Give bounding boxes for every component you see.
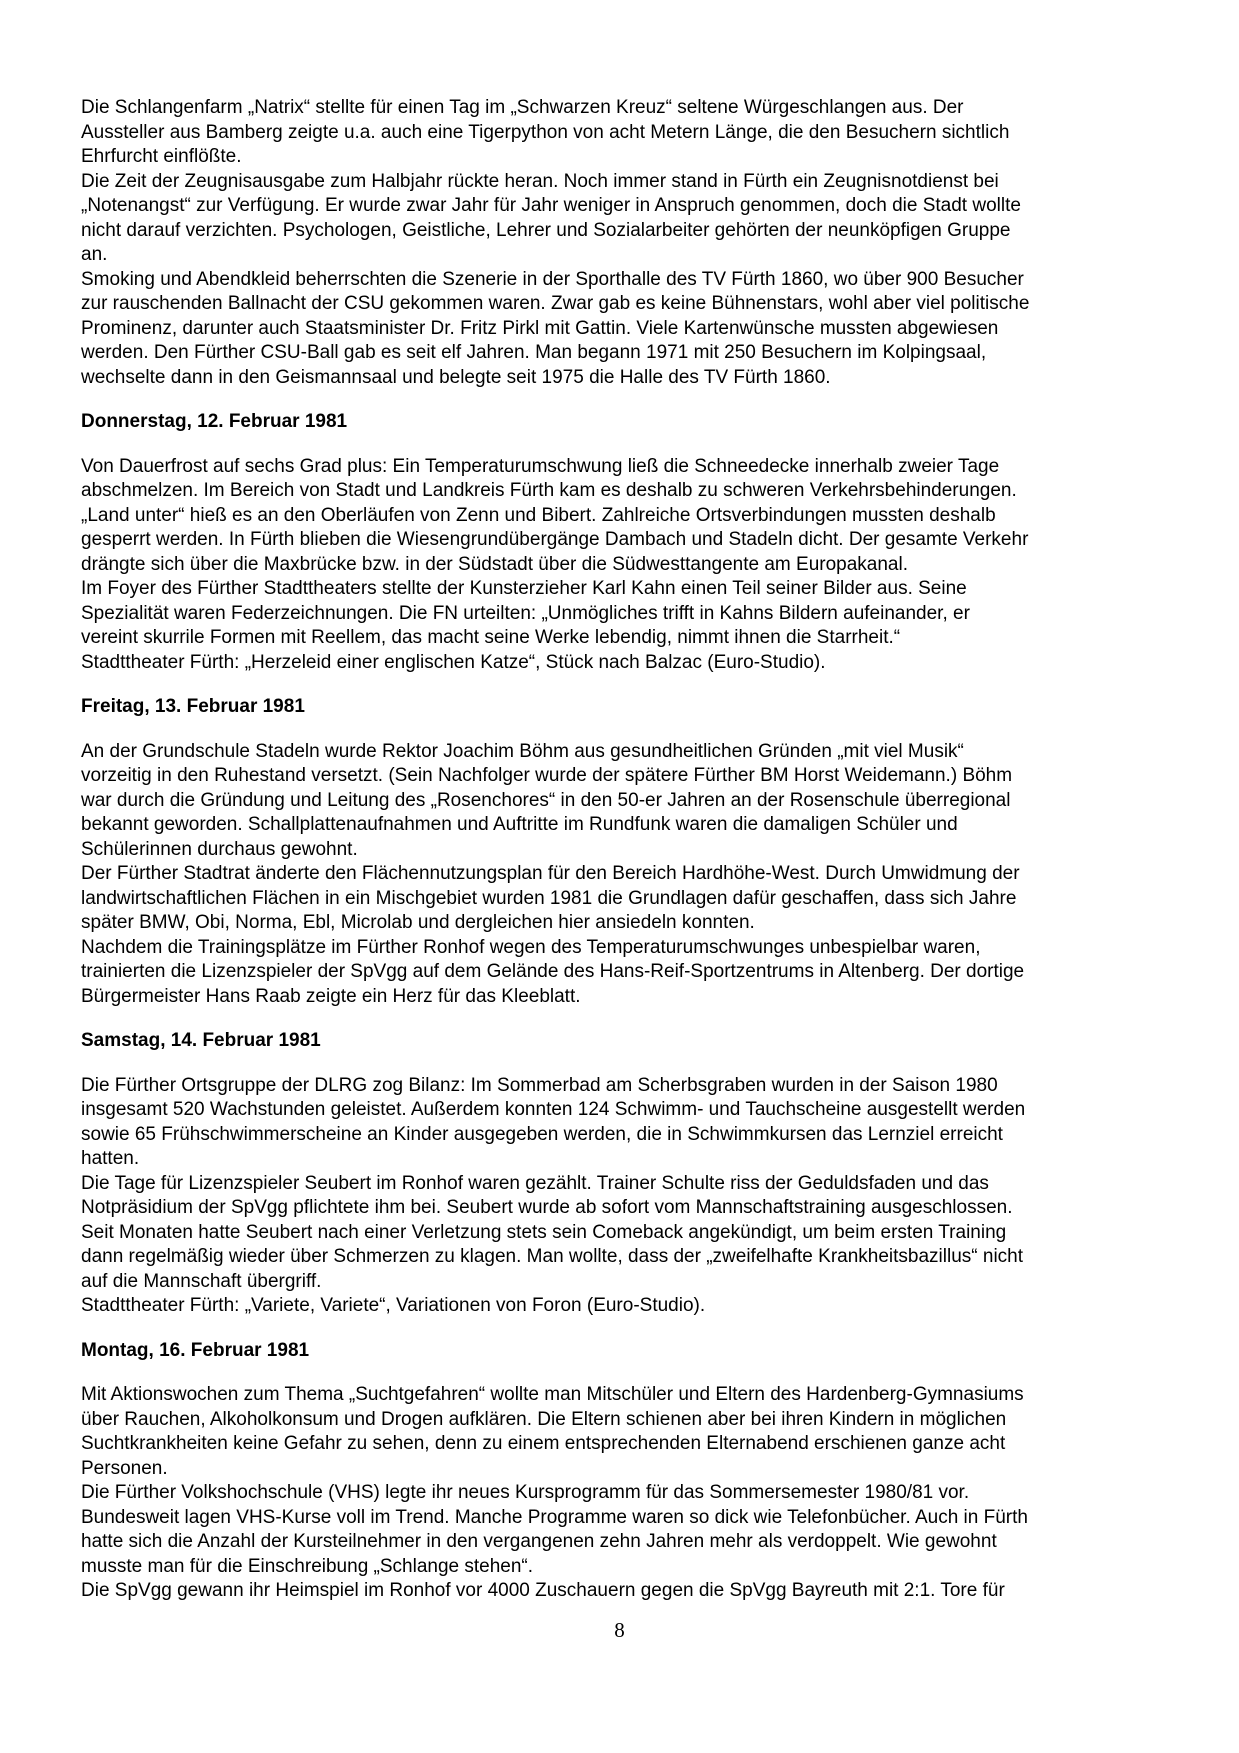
section-heading: Montag, 16. Februar 1981 (81, 1339, 310, 1361)
paragraph: Die Tage für Lizenzspieler Seubert im Ronhof waren gezählt. Trainer Schulte riss der Geduldsfaden und das Notpräsidium der SpVgg pflichtete ihm bei. Seubert wurde ab sofort vom Mannschaftstraining ausgeschlossen. Seit Monaten hatte Seubert nach einer Verletzung stets sein Comeback angekündigt, um beim ersten Training dann regelmäßig wieder über Schmerzen zu klagen. Man wollte, dass der „zweifelhafte Krankheitsbazillus“ nicht auf die Mannschaft übergriff. (81, 1172, 1024, 1292)
paragraph: Von Dauerfrost auf sechs Grad plus: Ein Temperaturumschwung ließ die Schneedecke innerhalb zweier Tage abschmelzen. Im Bereich von Stadt und Landkreis Fürth kam es deshalb zu schweren Verkehrsbehinderungen. „Land unter“ hieß es an den Oberläufen von Zenn und Bibert. Zahlreiche Ortsverbindungen mussten deshalb gesperrt werden. In Fürth blieben die Wiesengrundübergänge Dambach und Stadeln dicht. Der gesamte Verkehr drängte sich über die Maxbrücke bzw. in der Südstadt über die Südwesttangente am Europakanal. (81, 455, 1029, 575)
paragraph: Smoking und Abendkleid beherrschten die Szenerie in der Sporthalle des TV Fürth 1860, wo über 900 Besucher zur rauschenden Ballnacht der CSU gekommen waren. Zwar gab es keine Bühnenstars, wohl aber viel politische Prominenz, darunter auch Staatsminister Dr. Fritz Pirkl mit Gattin. Viele Kartenwünsche mussten abgewiesen werden. Den Fürther CSU-Ball gab es seit elf Jahren. Man begann 1971 mit 250 Besuchern im Kolpingsaal, wechselte dann in den Geismannsaal und belegte seit 1975 die Halle des TV Fürth 1860. (81, 268, 1030, 388)
paragraph: Die SpVgg gewann ihr Heimspiel im Ronhof vor 4000 Zuschauern gegen die SpVgg Bayreuth mit 2:1. Tore für (81, 1580, 1005, 1601)
paragraph: Mit Aktionswochen zum Thema „Suchtgefahren“ wollte man Mitschüler und Eltern des Hardenberg-Gymnasiums über Rauchen, Alkoholkonsum und Drogen aufklären. Die Eltern schienen aber bei ihren Kindern in möglichen Suchtkrankheiten keine Gefahr zu sehen, denn zu einem entsprechenden Elternabend erschienen ganze acht Personen. (81, 1384, 1024, 1479)
section-heading: Freitag, 13. Februar 1981 (81, 696, 305, 717)
paragraph: Nachdem die Trainingsplätze im Fürther Ronhof wegen des Temperaturumschwunges unbespielbar waren, trainierten die Lizenzspieler der SpVgg auf dem Gelände des Hans-Reif-Sportzentrums in Altenberg. Der dortige Bürgermeister Hans Raab zeigte ein Herz für das Kleeblatt. (81, 936, 1025, 1007)
paragraph: Stadttheater Fürth: „Herzeleid einer englischen Katze“, Stück nach Balzac (Euro-Studio). (81, 651, 826, 673)
paragraph: Stadttheater Fürth: „Variete, Variete“, Variationen von Foron (Euro-Studio). (81, 1295, 706, 1316)
section-heading: Samstag, 14. Februar 1981 (81, 1030, 321, 1051)
paragraph: Die Zeit der Zeugnisausgabe zum Halbjahr rückte heran. Noch immer stand in Fürth ein Zeugnisnotdienst bei „Notenangst“ zur Verfügung. Er wurde zwar Jahr für Jahr weniger in Anspruch genommen, doch die Stadt wollte nicht darauf verzichten. Psychologen, Geistliche, Lehrer und Sozialarbeiter gehörten der neunköpfigen Gruppe an. (81, 170, 1021, 265)
document-content (81, 96, 1031, 1604)
paragraph: Die Fürther Volkshochschule (VHS) legte ihr neues Kursprogramm für das Sommersemester 1980/81 vor. Bundesweit lagen VHS-Kurse voll im Trend. Manche Programme waren so dick wie Telefonbücher. Auch in Fürth hatte sich die Anzahl der Kursteilnehmer in den vergangenen zehn Jahren mehr als verdoppelt. Wie gewohnt musste man für die Einschreibung „Schlange stehen“. (81, 1482, 1028, 1577)
page-number: 8 (614, 1618, 625, 1642)
paragraph: Der Fürther Stadtrat änderte den Flächennutzungsplan für den Bereich Hardhöhe-West. Durch Umwidmung der landwirtschaftlichen Flächen in ein Mischgebiet wurden 1981 die Grundlagen dafür geschaffen, dass sich Jahre später BMW, Obi, Norma, Ebl, Microlab und dergleichen hier ansiedeln konnten. (81, 863, 1020, 933)
paragraph: Die Fürther Ortsgruppe der DLRG zog Bilanz: Im Sommerbad am Scherbsgraben wurden in der Saison 1980 insgesamt 520 Wachstunden geleistet. Außerdem konnten 124 Schwimm- und Tauchscheine ausgestellt werden sowie 65 Frühschwimmerscheine an Kinder ausgegeben werden, die in Schwimmkursen das Lernziel erreicht hatten. (81, 1074, 1026, 1169)
section-heading: Donnerstag, 12. Februar 1981 (81, 411, 348, 432)
paragraph: An der Grundschule Stadeln wurde Rektor Joachim Böhm aus gesundheitlichen Gründen „mit viel Musik“ vorzeitig in den Ruhestand versetzt. (Sein Nachfolger wurde der spätere Fürther BM Horst Weidemann.) Böhm war durch die Gründung und Leitung des „Rosenchores“ in den 50-er Jahren an der Rosenschule überregional bekannt geworden. Schallplattenaufnahmen und Auftritte im Rundfunk waren die damaligen Schüler und Schülerinnen durchaus gewohnt. (81, 740, 1013, 860)
paragraph: Die Schlangenfarm „Natrix“ stellte für einen Tag im „Schwarzen Kreuz“ seltene Würgeschlangen aus. Der Aussteller aus Bamberg zeigte u.a. auch eine Tigerpython von acht Metern Länge, die den Besuchern sichtlich Ehrfurcht einflößte. (81, 97, 1010, 167)
paragraph: Im Foyer des Fürther Stadttheaters stellte der Kunsterzieher Karl Kahn einen Teil seiner Bilder aus. Seine Spezialität waren Federzeichnungen. Die FN urteilten: „Unmögliches trifft in Kahns Bildern aufeinander, er vereint skurrile Formen mit Reellem, das macht seine Werke lebendig, nimmt ihnen die Starrheit.“ (81, 578, 970, 648)
